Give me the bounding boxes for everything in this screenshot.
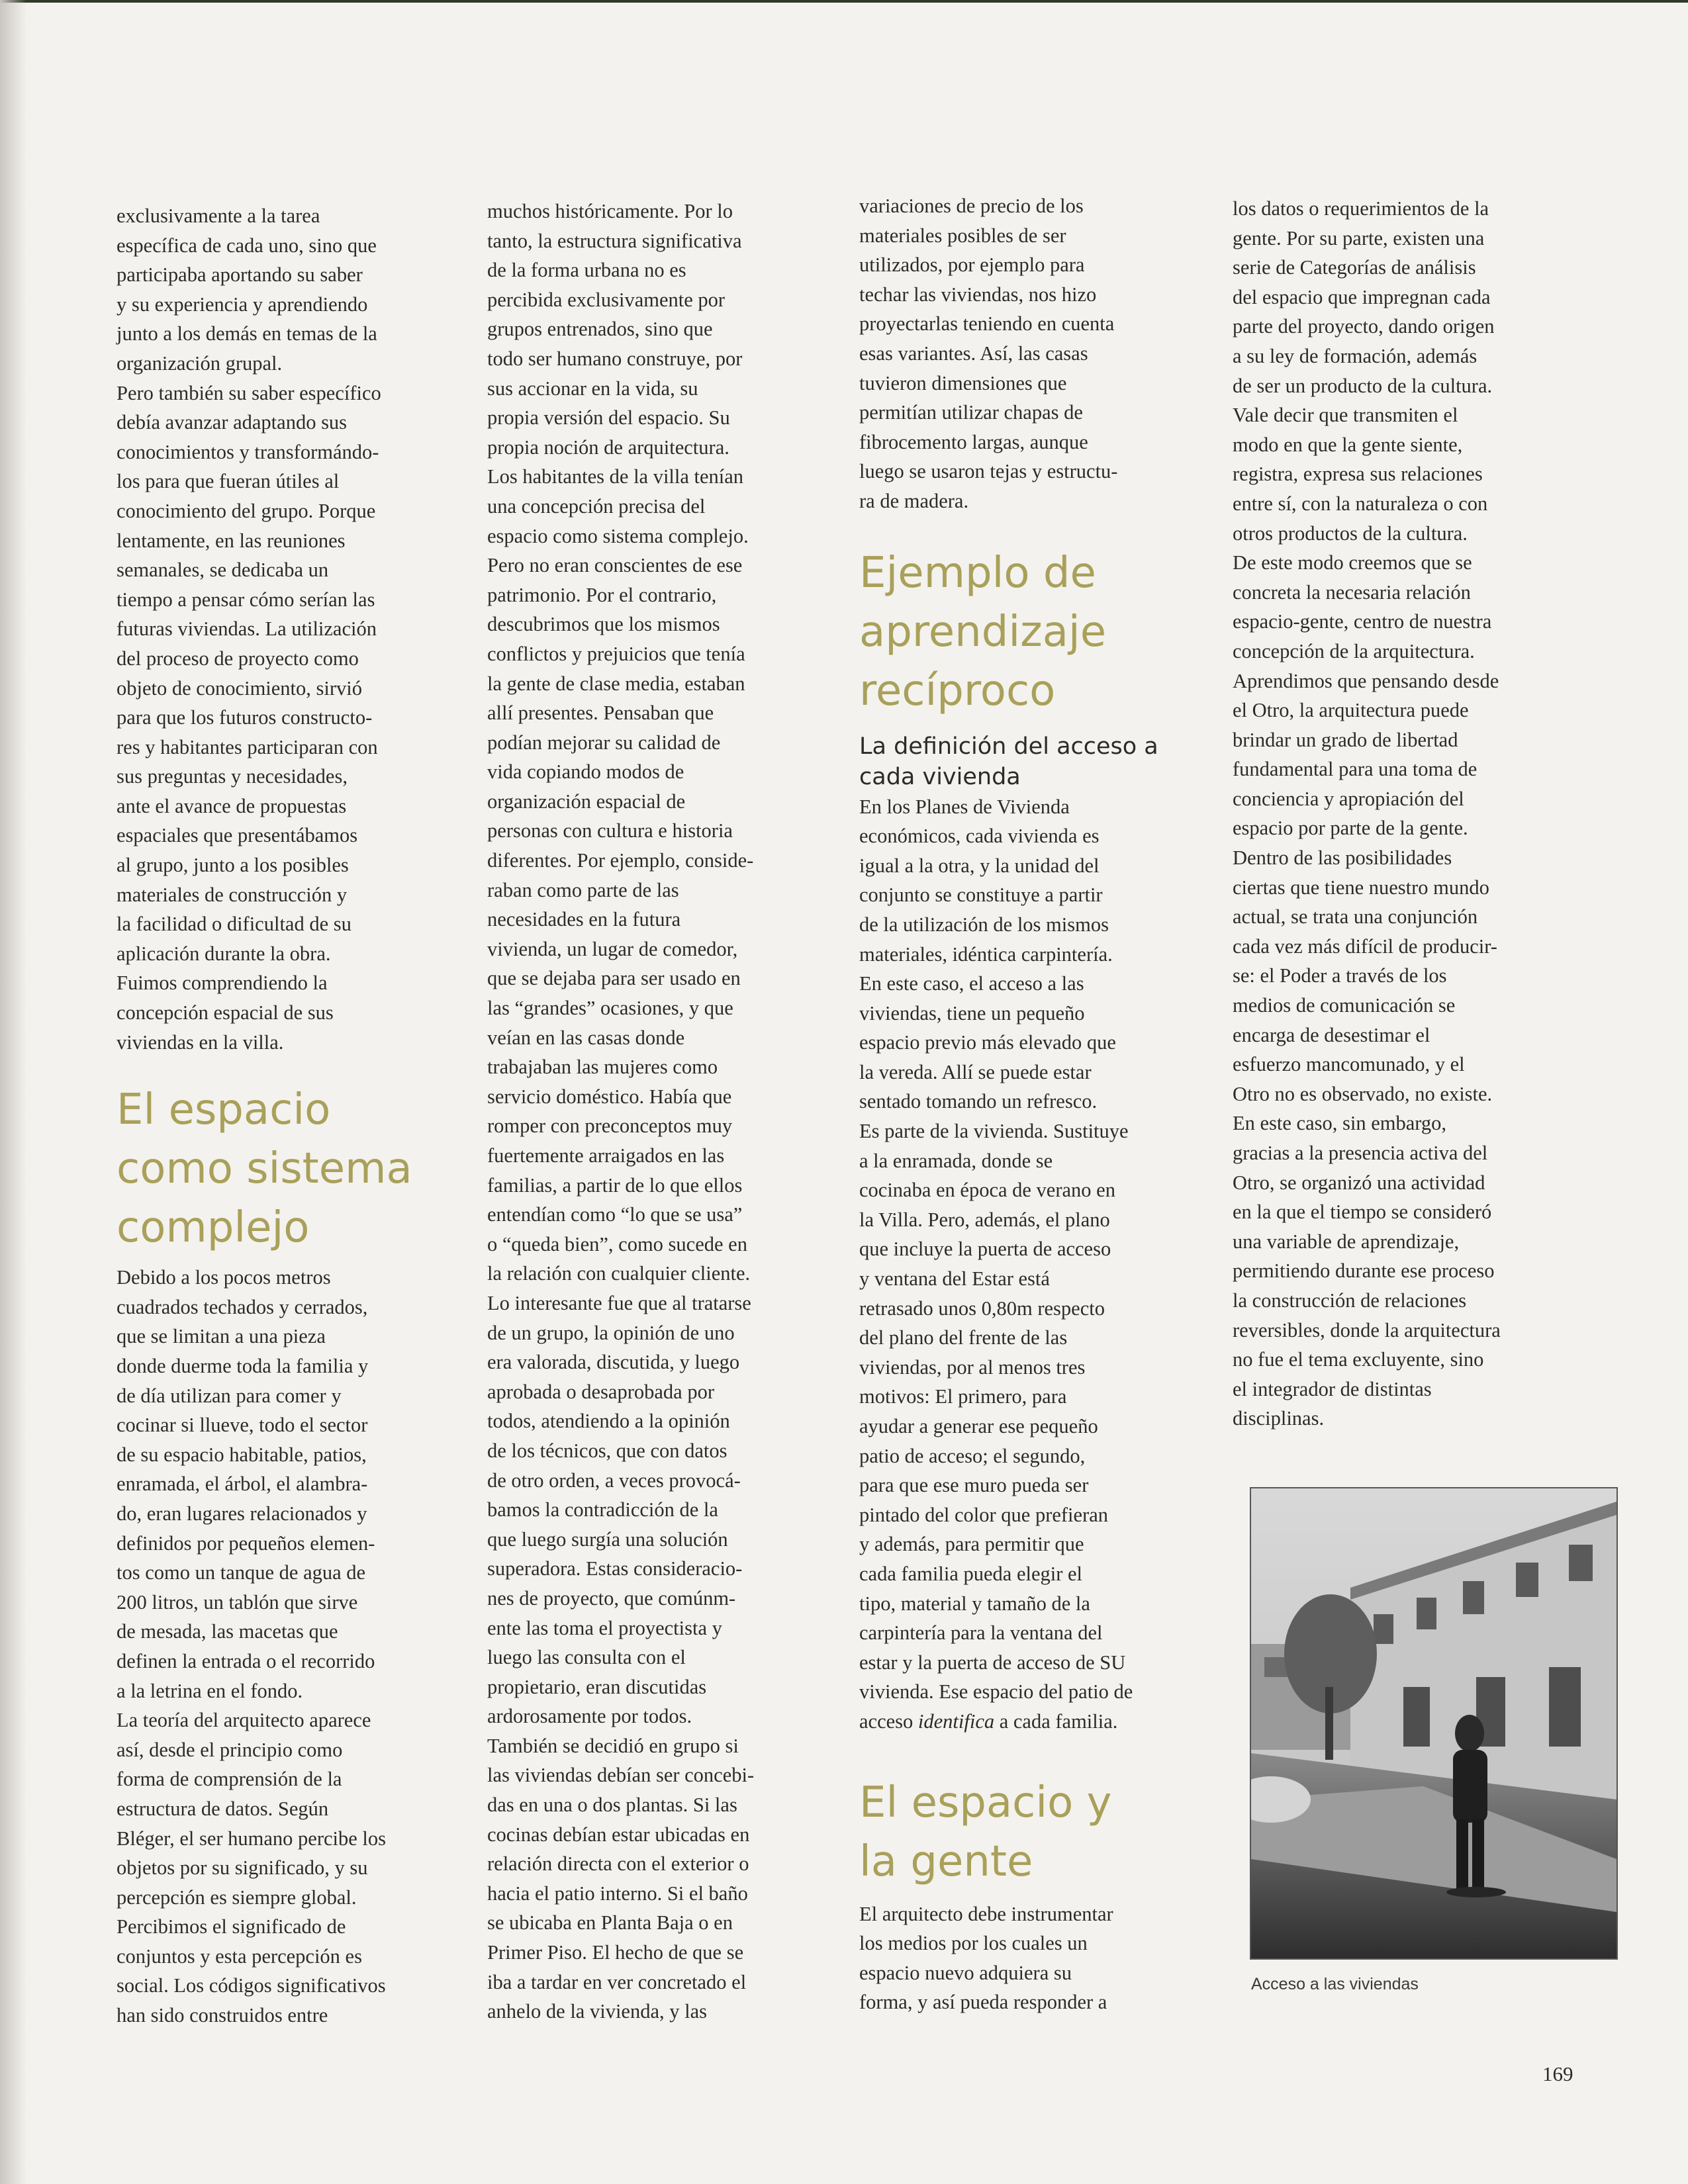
paragraph: Debido a los pocos metros cuadrados techados y cerrados, que se limitan a una pieza donde duerme toda la familia y de día utilizan para comer y cocinar si llueve, todo el sector de su espacio habitable, patios, enramada, el árbol, el alambra- do, eran lugares relacionados y definidos por pequeños elemen- tos como un tanque de agua de 200 litros, un tablón que sirve de mesada, las macetas que definen la entrada o el recorrido a la letrina en el fondo. — [117, 1266, 375, 1702]
page-number: 169 — [1542, 2062, 1573, 2085]
page-gutter-shadow — [0, 0, 26, 2184]
photo-housing-access — [1250, 1487, 1618, 1960]
paragraph: En este caso, sin embargo, gracias a la presencia activa del Otro, se organizó una actividad en la que el tiempo se consideró una variable de aprendizaje, permitiendo durante ese proceso la construcción de relaciones reversibles, donde la arquitectura no fue el tema excluyente, sino el integrador de distintas disciplinas. — [1233, 1112, 1501, 1430]
paragraph-text: En los Planes de Vivienda económicos, cada vivienda es igual a la otra, y la unidad del conjunto se constituye a partir de la utilización de los mismos materiales, idéntica carpintería. En este caso, el acceso a las viviendas, tiene un pequeño espacio previo más elevado que la vereda. Allí se puede estar sentado tomando un refresco. Es parte de la vivienda. Sustituye a la enramada, donde se cocinaba en época de verano en la Villa. Pero, además, el plano que incluye la puerta de acceso y ventana del Estar está retrasado unos 0,80m respecto del plano del frente de las viviendas, por al menos tres motivos: El primero, para ayudar a generar ese pequeño patio de acceso; el segundo, para que ese muro pueda ser pintado del color que prefieran y además, para permitir que cada familia pueda elegir el tipo, material y tamaño de la carpintería para la ventana del estar y la puerta de acceso de SU vivienda. Ese espacio del patio de acceso — [859, 795, 1133, 1733]
paragraph: Dentro de las posibilidades ciertas que tiene nuestro mundo actual, se trata una conjunción cada vez más difícil de producir- se: el Poder a través de los medios de comunicación se encarga de desestimar el esfuerzo mancomunado, y el Otro no es observado, no existe. — [1233, 846, 1497, 1105]
section-heading-espacio-sistema-complejo: El espacio como sistema complejo — [117, 1085, 412, 1253]
paragraph: La teoría del arquitecto aparece así, desde el principio como forma de comprensión de la estructura de datos. Según Bléger, el ser humano percibe los objetos por su significado, y su percepción es siempre global. Percibimos el significado de conjuntos y esta percepción es social. Los códigos significativos han sido construidos entre — [117, 1709, 386, 2027]
paragraph: También se decidió en grupo si las viviendas debían ser concebi- das en una o dos plantas. Si las cocinas debían estar ubicadas en relación directa con el exterior o hacia el patio interno. Si el baño se ubicaba en Planta Baja o en Primer Piso. El hecho de que se iba a tardar en ver concretado el anhelo de la vivienda, y las — [487, 1734, 755, 2023]
section-heading-ejemplo-aprendizaje: Ejemplo de aprendizaje recíproco — [859, 548, 1107, 715]
column-4 — [1233, 194, 1564, 1433]
photo-caption: Acceso a las viviendas — [1251, 1975, 1419, 1993]
paragraph: exclusivamente a la tarea específica de cada uno, sino que participaba aportando su saber y su experiencia y aprendiendo junto a los demás en temas de la organización grupal. — [117, 205, 377, 375]
paragraph: Pero no eran conscientes de ese patrimonio. Por el contrario, descubrimos que los mismos conflictos y prejuicios que tenía la gente de clase media, estaban allí presentes. Pensaban que podían mejorar su calidad de vida copiando modos de organización espacial de personas con cultura e historia diferentes. Por ejemplo, conside- raban como parte de las necesidades en la futura vivienda, un lugar de comedor, que se dejaba para ser usado en las “grandes” ocasiones, y que veían en las casas donde trabajaban las mujeres como servicio doméstico. Había que romper con preconceptos muy fuertemente arraigados en las familias, a partir de lo que ellos entendían como “lo que se usa” o “queda bien”, como sucede en la relación con cualquier cliente. — [487, 554, 754, 1285]
paragraph: Lo interesante fue que al tratarse de un grupo, la opinión de uno era valorada, discutida, y luego aprobada o desaprobada por todos, atendiendo a la opinión de los técnicos, que con datos de otro orden, a veces provocá- bamos la contradicción de la que luego surgía una solución superadora. Estas consideracio- nes de proyecto, que comúnm- ente las toma el proyectista y luego las consulta con el propietario, eran discutidas ardorosamente por todos. — [487, 1291, 751, 1728]
column-2 — [487, 197, 818, 2026]
paragraph: Aprendimos que pensando desde el Otro, la arquitectura puede brindar un grado de libertad fundamental para una toma de conciencia y apropiación del espacio por parte de la gente. — [1233, 669, 1499, 840]
paragraph: muchos históricamente. Por lo tanto, la estructura significativa de la forma urbana no es percibida exclusivamente por grupos entrenados, sino que todo ser humano construye, por sus accionar en la vida, su propia versión del espacio. Su propia noción de arquitectura. — [487, 200, 743, 459]
column-1 — [117, 201, 447, 2030]
paragraph: Los habitantes de la villa tenían una concepción precisa del espacio como sistema complejo. — [487, 465, 749, 547]
paragraph-text-end: a cada familia. — [994, 1709, 1118, 1733]
paragraph: De este modo creemos que se concreta la necesaria relación espacio-gente, centro de nuestra concepción de la arquitectura. — [1233, 551, 1492, 662]
paragraph: los datos o requerimientos de la gente. Por su parte, existen una serie de Categorías de análisis del espacio que impregnan cada parte del proyecto, dando origen a su ley de formación, además de ser un producto de la cultura. Vale decir que transmiten el modo en que la gente siente, registra, expresa sus relaciones entre sí, con la naturaleza o con otros productos de la cultura. — [1233, 197, 1495, 545]
paragraph — [859, 792, 1190, 1737]
top-rule — [0, 0, 1688, 3]
paragraph: Fuimos comprendiendo la concepción espacial de sus viviendas en la villa. — [117, 972, 334, 1054]
paragraph: variaciones de precio de los materiales posibles de ser utilizados, por ejemplo para techar las viviendas, nos hizo proyectarlas teniendo en cuenta esas variantes. Así, las casas tuvieron dimensiones que permitían utilizar chapas de fibrocemento largas, aunque luego se usaron tejas y estructu- ra de madera. — [859, 195, 1118, 512]
paragraph: Pero también su saber específico debía avanzar adaptando sus conocimientos y transformándo- los para que fueran útiles al conocimiento del grupo. Porque lentamente, en las reuniones semanales, se dedicaba un tiempo a pensar cómo serían las futuras viviendas. La utilización del proceso de proyecto como objeto de conocimiento, sirvió para que los futuros constructo- res y habitantes participaran con sus preguntas y necesidades, ante el avance de propuestas espaciales que presentábamos al grupo, junto a los posibles materiales de construcción y la facilidad o dificultad de su aplicación durante la obra. — [117, 381, 381, 965]
emphasized-word: identifica — [917, 1709, 995, 1733]
paragraph: El arquitecto debe instrumentar los medios por los cuales un espacio nuevo adquiera su forma, y así pueda responder a — [859, 1902, 1113, 2014]
column-3 — [859, 191, 1190, 2017]
section-heading-espacio-gente: El espacio y la gente — [859, 1778, 1112, 1886]
subheading-definicion-acceso: La definición del acceso a cada vivienda — [859, 733, 1158, 790]
